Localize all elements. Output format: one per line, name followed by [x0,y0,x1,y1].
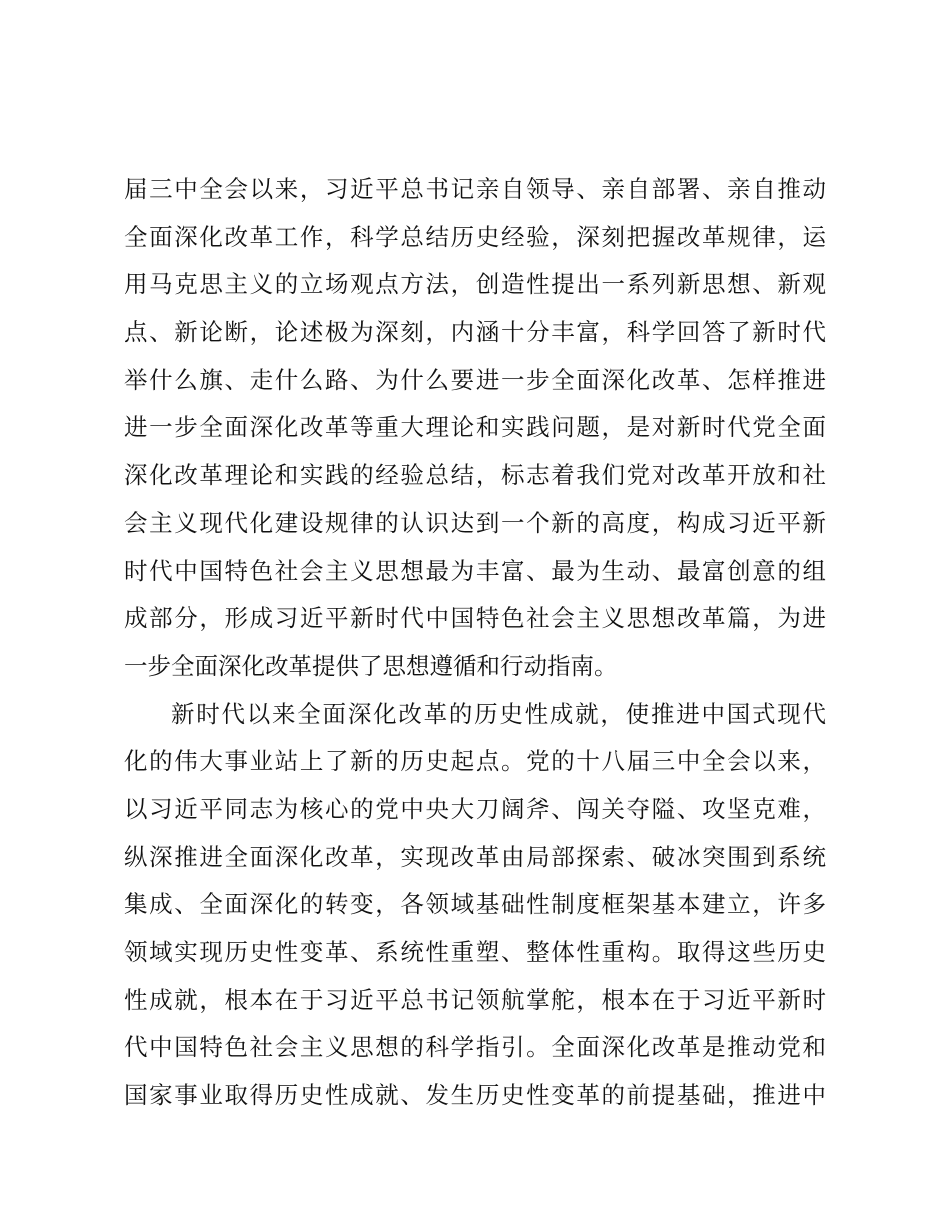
text-line: 点、新论断，论述极为深刻，内涵十分丰富，科学回答了新时代 [124,318,826,347]
paragraph-2 [124,691,826,1120]
text-line: 代中国特色社会主义思想的科学指引。全面深化改革是推动党和 [124,1033,826,1062]
text-line: 全面深化改革工作，科学总结历史经验，深刻把握改革规律，运 [124,222,826,251]
text-line: 一步全面深化改革提供了思想遵循和行动指南。 [124,651,618,680]
text-line: 国家事业取得历史性成就、发生历史性变革的前提基础，推进中 [124,1081,826,1110]
text-line: 深化改革理论和实践的经验总结，标志着我们党对改革开放和社 [124,461,826,490]
document-body [124,166,826,1120]
text-line: 用马克思主义的立场观点方法，创造性提出一系列新思想、新观 [124,270,826,299]
text-line: 新时代以来全面深化改革的历史性成就，使推进中国式现代 [171,699,826,728]
text-line: 进一步全面深化改革等重大理论和实践问题，是对新时代党全面 [124,413,826,442]
text-line: 会主义现代化建设规律的认识达到一个新的高度，构成习近平新 [124,508,826,537]
text-line: 时代中国特色社会主义思想最为丰富、最为生动、最富创意的组 [124,556,826,585]
text-line: 届三中全会以来，习近平总书记亲自领导、亲自部署、亲自推动 [124,175,826,203]
text-line: 举什么旗、走什么路、为什么要进一步全面深化改革、怎样推进 [124,365,826,394]
paragraph-1 [124,166,826,691]
text-line: 性成就，根本在于习近平总书记领航掌舵，根本在于习近平新时 [124,985,826,1014]
text-line: 领域实现历史性变革、系统性重塑、整体性重构。取得这些历史 [124,938,826,966]
text-line: 成部分，形成习近平新时代中国特色社会主义思想改革篇，为进 [124,604,826,633]
text-line: 集成、全面深化的转变，各领域基础性制度框架基本建立，许多 [124,890,826,919]
text-line: 以习近平同志为核心的党中央大刀阔斧、闯关夺隘、攻坚克难， [124,794,826,823]
text-line: 纵深推进全面深化改革，实现改革由局部探索、破冰突围到系统 [124,842,826,871]
text-line: 化的伟大事业站上了新的历史起点。党的十八届三中全会以来， [124,747,826,776]
